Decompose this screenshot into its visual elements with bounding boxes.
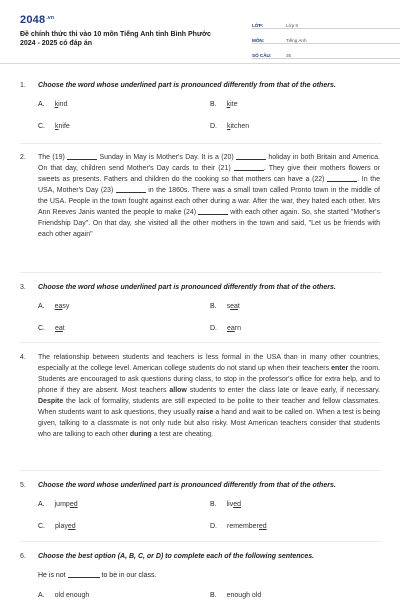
passage-text: The relationship between students and teachers is less formal in the USA than in many other countries, especially at the college level. American college students do not stand up when their teachers — [38, 354, 380, 372]
option-letter: B. — [210, 303, 217, 310]
option-c[interactable] — [38, 521, 76, 532]
question-4 — [20, 352, 382, 462]
highlighted-word: allow — [169, 387, 187, 394]
option-word — [227, 121, 249, 132]
option-letter: A. — [38, 101, 45, 108]
sentence-text: He is not — [38, 572, 68, 579]
option-letter: C. — [38, 325, 45, 332]
option-letter: A. — [38, 303, 45, 310]
word-suffix: t — [62, 325, 65, 332]
word-suffix: itchen — [230, 123, 250, 130]
word-prefix: remember — [227, 523, 259, 530]
option-b[interactable] — [210, 301, 240, 312]
option-letter: C. — [38, 523, 45, 530]
header-divider — [0, 63, 400, 64]
underlined-part: k — [55, 123, 59, 130]
meta-info — [252, 14, 400, 59]
option-b[interactable] — [210, 590, 261, 600]
meta-value: Lớp 9 — [286, 23, 298, 28]
question-body — [38, 80, 380, 139]
option-letter: D. — [210, 523, 217, 530]
question-6 — [20, 551, 382, 600]
title-line-2: 2024 - 2025 có đáp án — [20, 40, 92, 47]
passage-text: . In the USA, Mother's Day (23) — [38, 176, 380, 194]
option-word — [55, 499, 78, 510]
question-divider — [20, 272, 382, 273]
question-sentence — [38, 570, 380, 581]
option-c[interactable] — [38, 323, 65, 334]
underlined-part: ed — [67, 523, 76, 530]
word-suffix: rn — [234, 325, 242, 332]
highlighted-word: enter — [331, 365, 349, 372]
document-header — [20, 14, 382, 58]
word-suffix: ind — [58, 101, 68, 108]
passage-text: students to enter the class late or leave early, if necessary. — [186, 387, 381, 394]
option-letter: C. — [38, 123, 45, 130]
option-d[interactable] — [210, 323, 241, 334]
question-body — [38, 551, 380, 600]
option-text: enough old — [226, 592, 262, 599]
word-prefix: liv — [226, 501, 234, 508]
underlined-part: ea — [227, 325, 235, 332]
question-1 — [20, 80, 382, 140]
word-suffix: ite — [230, 101, 238, 108]
meta-row-grade — [252, 14, 400, 29]
option-word — [227, 521, 267, 532]
question-number: 6. — [20, 553, 26, 560]
option-letter: B. — [210, 592, 217, 599]
question-prompt: Choose the best option (A, B, C, or D) to complete each of the following sentences. — [38, 553, 315, 560]
meta-key: MÔN: — [252, 38, 265, 43]
option-word — [55, 521, 76, 532]
logo-suffix: .vn — [46, 15, 55, 21]
question-prompt: Choose the word whose underlined part is pronounced differently from that of the others. — [38, 482, 336, 489]
meta-key: SỐ CÂU: — [252, 53, 272, 58]
passage-text: Sunday in May is Mother's Day. It is a (20) — [97, 154, 237, 161]
option-word — [55, 323, 65, 334]
word-prefix: jump — [54, 501, 70, 508]
word-prefix: play — [55, 523, 68, 530]
options-grid — [38, 590, 380, 600]
meta-value: Tiếng Anh — [286, 38, 307, 43]
site-logo[interactable] — [20, 14, 54, 26]
underlined-part: ea — [230, 303, 238, 310]
option-a[interactable] — [38, 99, 67, 110]
underlined-part: ea — [55, 325, 63, 332]
option-letter: A. — [38, 501, 45, 508]
option-letter: B. — [210, 501, 217, 508]
option-word — [227, 323, 241, 334]
passage-text: the lack of formality, students are still expected to be polite to their teacher and fellow classmates. When students want to ask questions, they usually — [38, 398, 380, 416]
meta-key: LỚP: — [252, 23, 264, 28]
underlined-part: ea — [54, 303, 63, 310]
question-divider — [20, 143, 382, 144]
option-word — [227, 499, 241, 510]
option-letter: A. — [38, 592, 45, 599]
passage-text: a hand and wait to be called on. When a test is being given, talking to a classmate is not only rude but also risky. Most American teachers consider that students who are talking to each other — [38, 409, 380, 438]
question-2 — [20, 152, 382, 262]
sentence-text: to be in our class. — [99, 572, 157, 579]
passage-text: the room. Students are encouraged to ask questions during class, to stop in the professor's office for extra help, and to phone if they are absent. Most teachers — [38, 365, 380, 394]
question-divider — [20, 342, 382, 343]
question-number: 1. — [20, 82, 26, 89]
option-d[interactable] — [210, 121, 249, 132]
question-divider — [20, 541, 382, 542]
reading-passage — [38, 352, 380, 440]
question-divider — [20, 470, 382, 471]
option-b[interactable] — [210, 99, 238, 110]
highlighted-word: during — [129, 431, 152, 438]
word-suffix: nife — [58, 123, 70, 130]
underlined-part: k — [226, 101, 231, 108]
underlined-part: ed — [258, 523, 267, 530]
option-d[interactable] — [210, 521, 267, 532]
options-grid — [38, 499, 380, 539]
option-word — [55, 99, 68, 110]
option-a[interactable] — [38, 301, 69, 312]
question-3 — [20, 282, 382, 342]
passage-text: with each other again. So, she started "Mother's Friendship Day". On that day, she visited all the other mothers in the town and said, "Let us be friends with each other again" — [38, 209, 380, 238]
blank-23[interactable] — [116, 185, 146, 193]
option-letter: B. — [210, 101, 217, 108]
highlighted-word: Despite — [38, 398, 64, 405]
question-number: 5. — [20, 482, 26, 489]
meta-row-subject — [252, 29, 400, 44]
underlined-part: ed — [69, 501, 78, 508]
option-word — [55, 301, 70, 312]
blank-20[interactable] — [236, 152, 266, 160]
title-line-1: Đề chính thức thi vào 10 môn Tiếng Anh tỉnh Bình Phước — [20, 31, 211, 38]
option-letter: D. — [210, 123, 217, 130]
blank-19[interactable] — [67, 152, 97, 160]
option-a[interactable] — [38, 590, 89, 600]
question-body — [38, 282, 380, 341]
word-suffix: t — [237, 303, 240, 310]
blank-22[interactable] — [327, 174, 357, 182]
underlined-part: ed — [233, 501, 242, 508]
question-number: 4. — [20, 354, 26, 361]
question-number: 2. — [20, 154, 26, 161]
option-word — [227, 301, 240, 312]
option-a[interactable] — [38, 499, 78, 510]
question-prompt: Choose the word whose underlined part is pronounced differently from that of the others. — [38, 284, 336, 291]
option-text: old enough — [54, 592, 90, 599]
underlined-part: k — [54, 101, 59, 108]
passage-text: . They give their mothers flowers or sweets as presents. Fathers and children do the cooking so that mothers can have a (22) — [38, 165, 380, 183]
question-5 — [20, 480, 382, 540]
passage-text: holiday in both Britain and America. On that day, children send Mother's Day cards to their (21) — [38, 154, 380, 172]
meta-value: 35 — [286, 53, 292, 58]
answer-blank[interactable] — [68, 570, 100, 578]
passage-text: The (19) — [38, 154, 68, 161]
logo-text: 2048 — [20, 14, 46, 26]
question-body — [38, 480, 380, 539]
option-b[interactable] — [210, 499, 241, 510]
options-grid — [38, 99, 380, 139]
option-letter: D. — [210, 325, 217, 332]
meta-row-count — [252, 44, 400, 59]
word-prefix: s — [226, 303, 231, 310]
option-word — [55, 121, 70, 132]
document-title — [20, 30, 260, 48]
word-suffix: sy — [62, 303, 70, 310]
option-c[interactable] — [38, 121, 70, 132]
question-prompt: Choose the word whose underlined part is pronounced differently from that of the others. — [38, 82, 336, 89]
passage-text: a test are cheating. — [151, 431, 214, 438]
question-number: 3. — [20, 284, 26, 291]
options-grid — [38, 301, 380, 341]
highlighted-word: raise — [197, 409, 214, 416]
blank-21[interactable] — [234, 163, 264, 171]
blank-24[interactable] — [198, 207, 228, 215]
underlined-part: k — [227, 123, 231, 130]
cloze-passage — [38, 152, 380, 240]
passage-text: in the 1860s. There was a small town called Pronto town in the middle of the USA. People in the town fought against each other during a war. After the war, they hated each other. Mrs Ann Reeves Janis wanted the people to make (24) — [38, 187, 380, 216]
option-word — [227, 99, 238, 110]
